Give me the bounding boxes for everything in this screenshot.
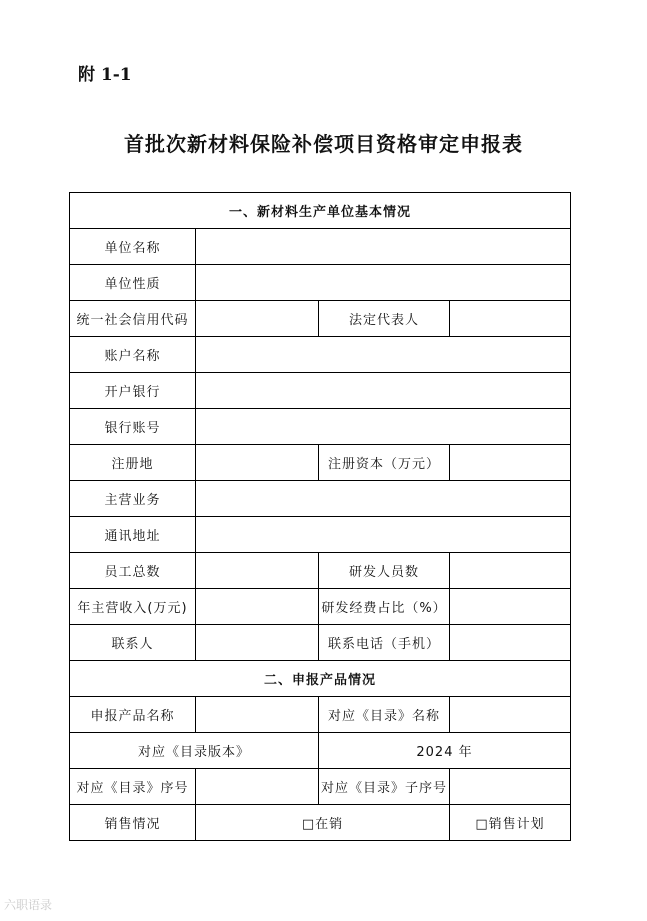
account-name-field[interactable] bbox=[196, 337, 571, 373]
sales-label: 销售情况 bbox=[70, 805, 196, 841]
catalog-subno-label: 对应《目录》子序号 bbox=[319, 769, 450, 805]
address-label: 通讯地址 bbox=[70, 517, 196, 553]
catalog-no-label: 对应《目录》序号 bbox=[70, 769, 196, 805]
annex-label: 附 1-1 bbox=[78, 65, 132, 85]
unit-nature-label: 单位性质 bbox=[70, 265, 196, 301]
catalog-no-field[interactable] bbox=[196, 769, 319, 805]
contact-label: 联系人 bbox=[70, 625, 196, 661]
unit-name-field[interactable] bbox=[196, 229, 571, 265]
rd-ratio-label: 研发经费占比（%） bbox=[319, 589, 450, 625]
rd-staff-label: 研发人员数 bbox=[319, 553, 450, 589]
phone-field[interactable] bbox=[450, 625, 571, 661]
unit-name-label: 单位名称 bbox=[70, 229, 196, 265]
credit-code-field[interactable] bbox=[196, 301, 319, 337]
reg-place-label: 注册地 bbox=[70, 445, 196, 481]
legal-rep-label: 法定代表人 bbox=[319, 301, 450, 337]
watermark-text: 六职语录 bbox=[4, 898, 53, 912]
catalog-subno-field[interactable] bbox=[450, 769, 571, 805]
sales-plan-checkbox[interactable]: □销售计划 bbox=[450, 805, 571, 841]
unit-nature-field[interactable] bbox=[196, 265, 571, 301]
application-form-table bbox=[69, 192, 571, 841]
bank-label: 开户银行 bbox=[70, 373, 196, 409]
on-sale-checkbox[interactable]: □在销 bbox=[196, 805, 450, 841]
reg-capital-field[interactable] bbox=[450, 445, 571, 481]
credit-code-label: 统一社会信用代码 bbox=[70, 301, 196, 337]
contact-field[interactable] bbox=[196, 625, 319, 661]
employees-label: 员工总数 bbox=[70, 553, 196, 589]
section2-heading: 二、申报产品情况 bbox=[70, 661, 571, 697]
bank-field[interactable] bbox=[196, 373, 571, 409]
revenue-label: 年主营收入(万元) bbox=[70, 589, 196, 625]
form-title: 首批次新材料保险补偿项目资格审定申报表 bbox=[124, 132, 523, 156]
catalog-version-value: 2024 年 bbox=[319, 733, 571, 769]
account-name-label: 账户名称 bbox=[70, 337, 196, 373]
bank-account-field[interactable] bbox=[196, 409, 571, 445]
bank-account-label: 银行账号 bbox=[70, 409, 196, 445]
catalog-name-field[interactable] bbox=[450, 697, 571, 733]
rd-ratio-field[interactable] bbox=[450, 589, 571, 625]
product-name-label: 申报产品名称 bbox=[70, 697, 196, 733]
catalog-version-label: 对应《目录版本》 bbox=[70, 733, 319, 769]
legal-rep-field[interactable] bbox=[450, 301, 571, 337]
employees-field[interactable] bbox=[196, 553, 319, 589]
reg-place-field[interactable] bbox=[196, 445, 319, 481]
main-business-field[interactable] bbox=[196, 481, 571, 517]
address-field[interactable] bbox=[196, 517, 571, 553]
rd-staff-field[interactable] bbox=[450, 553, 571, 589]
main-business-label: 主营业务 bbox=[70, 481, 196, 517]
revenue-field[interactable] bbox=[196, 589, 319, 625]
reg-capital-label: 注册资本（万元） bbox=[319, 445, 450, 481]
phone-label: 联系电话（手机） bbox=[319, 625, 450, 661]
section1-heading: 一、新材料生产单位基本情况 bbox=[70, 193, 571, 229]
product-name-field[interactable] bbox=[196, 697, 319, 733]
catalog-name-label: 对应《目录》名称 bbox=[319, 697, 450, 733]
